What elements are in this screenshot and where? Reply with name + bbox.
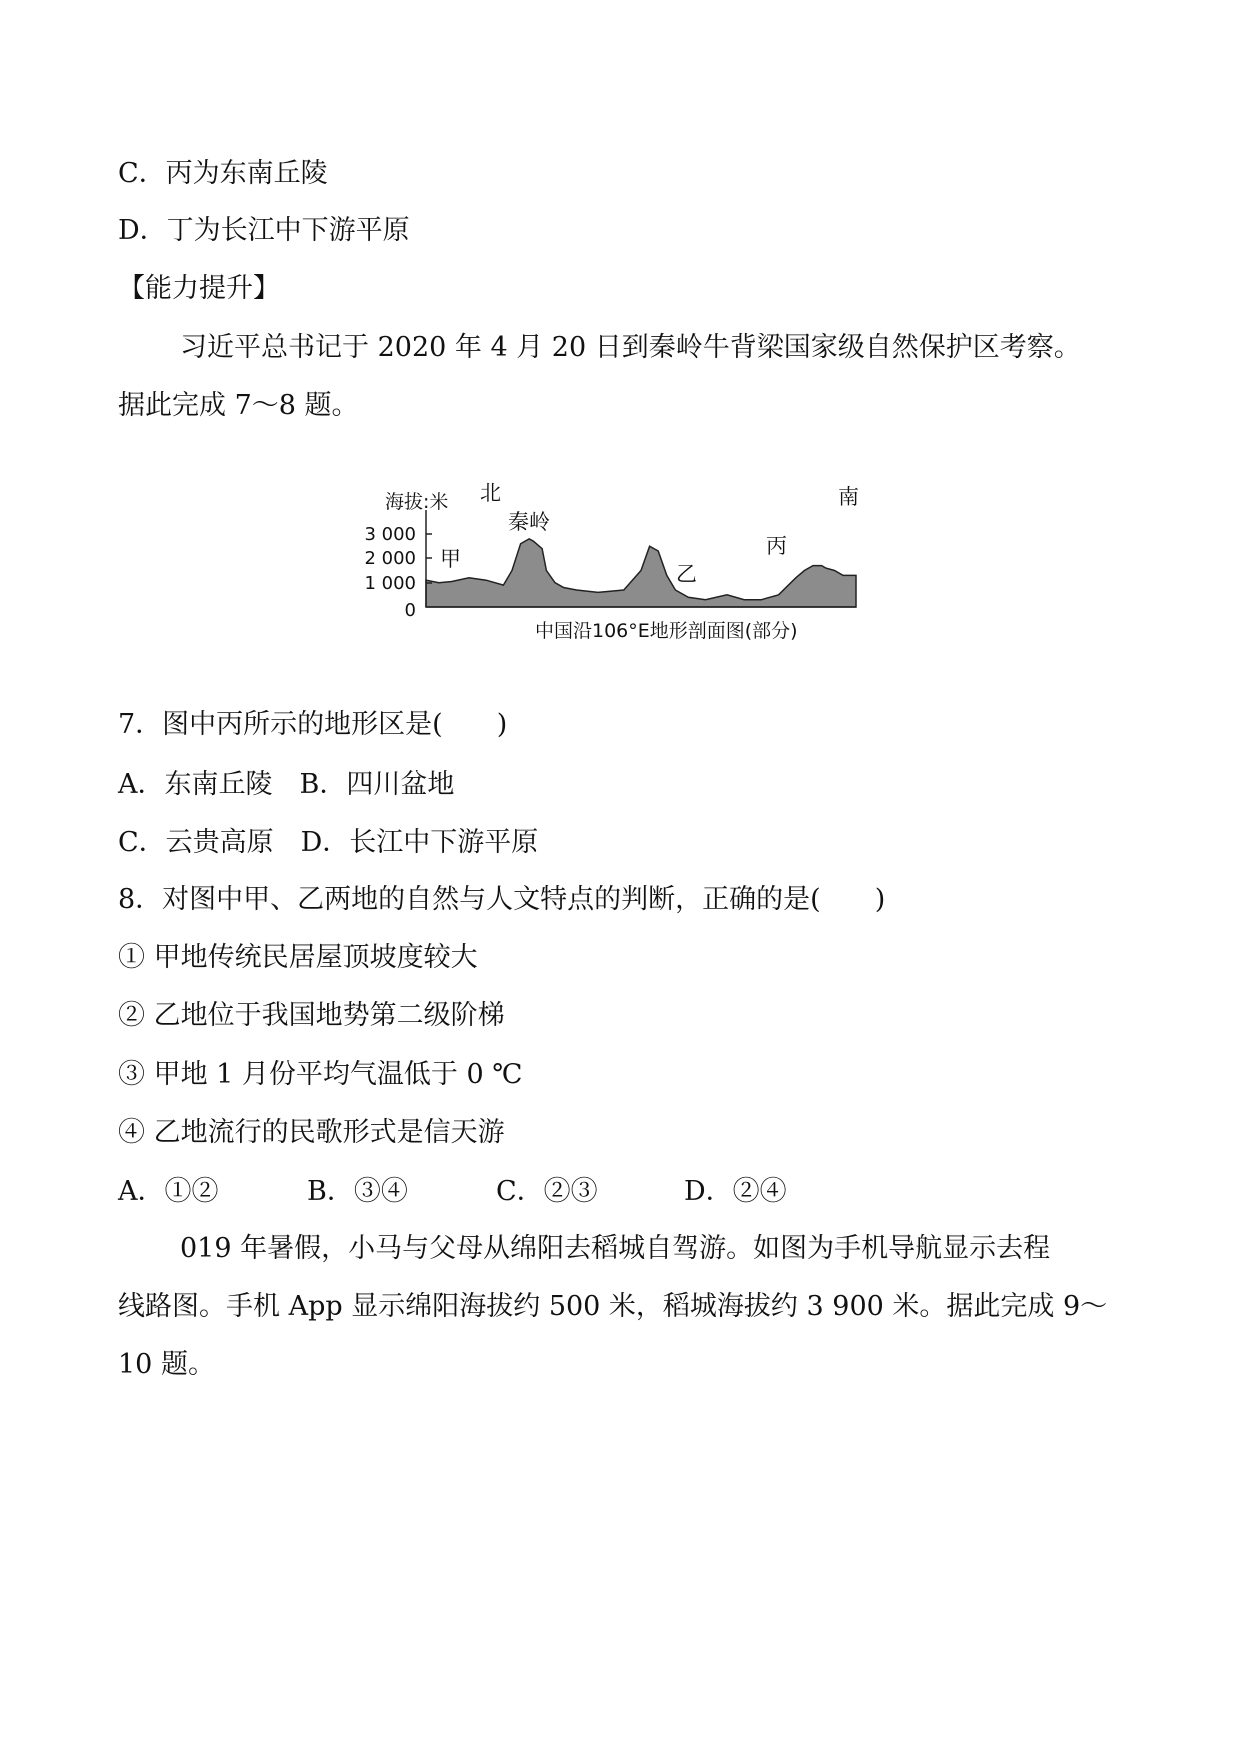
terrain-profile-area [426,539,856,607]
q8-statement-3: ③ 甲地 1 月份平均气温低于 0 ℃ [118,1059,523,1090]
passage1-line1: 习近平总书记于 2020 年 4 月 20 日到秦岭牛背梁国家级自然保护区考察。 [180,332,1081,363]
y-axis-label: 海拔:米 [385,491,449,513]
north-label: 北 [480,481,501,505]
q8-stem: 8．对图中甲、乙两地的自然与人文特点的判断，正确的是( ) [118,884,886,915]
passage2-line2: 线路图。手机 App 显示绵阳海拔约 500 米，稻城海拔约 3 900 米。据此完成 9～ [118,1291,1108,1322]
q8-statement-1: ① 甲地传统民居屋顶坡度较大 [118,942,478,973]
q8-option-b: B．③④ [307,1176,408,1207]
q8-statement-4: ④ 乙地流行的民歌形式是信天游 [118,1117,505,1148]
y-tick-label-1000: 1 000 [364,573,416,594]
y-tick-label-3000: 3 000 [364,524,416,545]
q8-option-c: C．②③ [496,1176,598,1207]
qinling-label: 秦岭 [508,510,550,534]
section-title: 【能力提升】 [118,273,280,304]
passage2-line3: 10 题。 [118,1349,215,1380]
option-d-prev: D．丁为长江中下游平原 [118,215,410,246]
y-tick-label-0: 0 [404,600,416,621]
passage1-line2: 据此完成 7～8 题。 [118,390,359,421]
q7-options-ab: A．东南丘陵 B．四川盆地 [118,769,455,800]
yi-label: 乙 [676,562,697,586]
q8-option-d: D．②④ [684,1176,787,1207]
south-label: 南 [838,485,859,509]
q8-option-a: A．①② [118,1176,219,1207]
y-tick-label-2000: 2 000 [364,548,416,569]
q7-options-cd: C．云贵高原 D．长江中下游平原 [118,827,539,858]
bing-label: 丙 [766,534,787,558]
option-c-prev: C．丙为东南丘陵 [118,158,328,189]
jia-label: 甲 [440,547,461,571]
figure-caption: 中国沿106°E地形剖面图(部分) [535,620,798,642]
passage2-line1: 019 年暑假，小马与父母从绵阳去稻城自驾游。如图为手机导航显示去程 [180,1233,1051,1264]
q8-statement-2: ② 乙地位于我国地势第二级阶梯 [118,1000,505,1031]
q7-stem: 7．图中丙所示的地形区是( ) [118,709,508,740]
q8-options [118,1174,787,1210]
terrain-profile-figure [364,470,870,645]
